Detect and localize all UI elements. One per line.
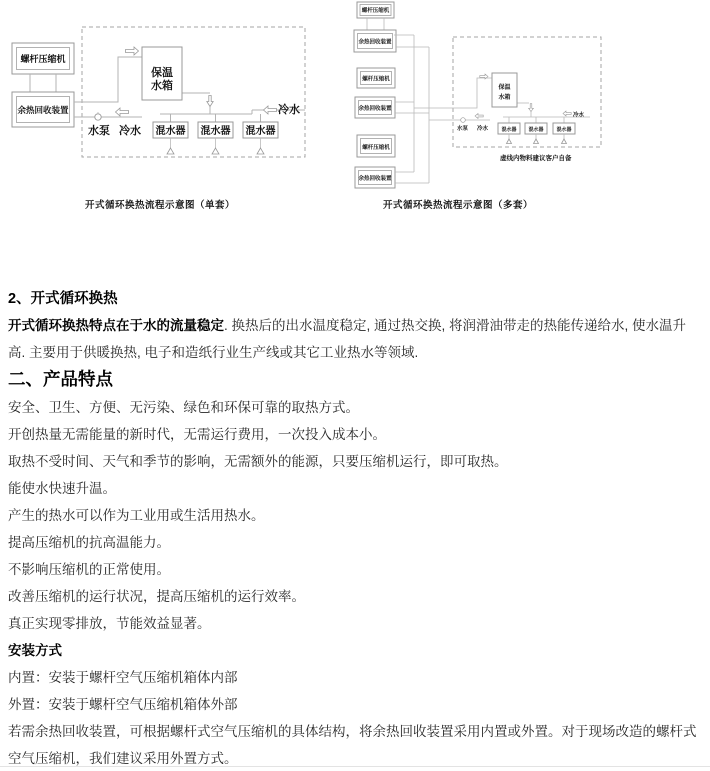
- dashed-box-note: 虚线内物料建议客户自备: [500, 155, 572, 162]
- svg-text:余热回收装置: 余热回收装置: [358, 39, 392, 46]
- cold-inlet-label: 冷水: [573, 112, 585, 119]
- cold-inlet-label: 冷水: [278, 104, 300, 116]
- flow-down-arrow-icon: [529, 104, 534, 112]
- flow-down-arrow-icon: [207, 96, 213, 107]
- heading-product-features: 二、产品特点: [8, 369, 113, 389]
- mixer-box-2: [525, 123, 547, 134]
- install-external-line: 外置：安装于螺杆空气压缩机箱体外部: [8, 697, 238, 712]
- bottom-divider: [0, 766, 710, 767]
- drain-nozzles: [507, 134, 567, 144]
- drain-nozzles: [167, 138, 264, 154]
- cold-inlet-arrow-icon: [563, 111, 571, 116]
- heat-recovery-box-2: [355, 97, 395, 118]
- feature-item: 能使水快速升温。: [8, 481, 116, 496]
- svg-text:混水器: 混水器: [200, 126, 231, 137]
- feature-item: 提高压缩机的抗高温能力。: [8, 535, 170, 550]
- tank-label-line2: 水箱: [151, 80, 173, 92]
- pump-icon: [95, 112, 101, 120]
- flow-right-arrow-icon: [126, 47, 139, 55]
- compressor-box-2: [357, 68, 395, 88]
- pump-icon: [461, 118, 466, 123]
- heading-open-cycle: 2、开式循环换热: [8, 291, 118, 307]
- svg-text:混水器: 混水器: [556, 127, 572, 133]
- single-diagram-caption: 开式循环换热流程示意图（单套）: [85, 200, 236, 211]
- document-body: [0, 220, 710, 771]
- install-internal-line: 内置：安装于螺杆空气压缩机箱体内部: [8, 670, 238, 685]
- single-unit-diagram: [12, 27, 305, 211]
- heat-recovery-box: [12, 92, 74, 127]
- heat-recovery-box-1: [354, 30, 396, 52]
- svg-text:螺杆压缩机: 螺杆压缩机: [362, 145, 390, 151]
- svg-text:螺杆压缩机: 螺杆压缩机: [362, 76, 390, 83]
- install-note-paragraph: 若需余热回收装置，可根据螺杆式空气压缩机的具体结构，将余热回收装置采用内置或外置。对于现场改造的螺杆式空气压缩机，我们建议采用外置方式。: [8, 724, 697, 766]
- svg-text:螺杆压缩机: 螺杆压缩机: [361, 8, 390, 14]
- heat-recovery-label: 余热回收装置: [17, 105, 69, 115]
- cold-inlet-arrow-icon: [264, 106, 277, 114]
- pump-label: 水泵: [457, 126, 469, 132]
- compressor-box: [12, 43, 74, 74]
- mixer-box-3: [553, 123, 575, 134]
- feature-item: 开创热量无需能量的新时代，无需运行费用，一次投入成本小。: [8, 427, 386, 442]
- mixer-box-1: [498, 123, 520, 134]
- flow-left-arrow-icon: [475, 114, 483, 119]
- svg-text:混水器: 混水器: [501, 127, 517, 133]
- flow-left-arrow-icon: [116, 108, 129, 116]
- multi-unit-diagram: [354, 2, 601, 211]
- pipes: [74, 57, 305, 122]
- tank-label-line1: 保温: [151, 67, 173, 79]
- pump-label: 水泵: [88, 125, 110, 137]
- feature-item: 产生的热水可以作为工业用或生活用热水。: [8, 508, 265, 523]
- mixer-box-3: [243, 122, 278, 138]
- svg-text:余热回收装置: 余热回收装置: [358, 106, 392, 112]
- svg-text:混水器: 混水器: [245, 126, 276, 137]
- svg-text:余热回收装置: 余热回收装置: [358, 176, 392, 182]
- open-cycle-lead: 开式循环换热特点在于水的流量稳定: [8, 318, 224, 333]
- svg-text:混水器: 混水器: [155, 126, 186, 137]
- svg-text:混水器: 混水器: [528, 127, 544, 133]
- compressor-label: 螺杆压缩机: [20, 54, 66, 64]
- feature-item: 真正实现零排放，节能效益显著。: [8, 616, 211, 631]
- svg-text:保温: 保温: [498, 85, 511, 91]
- svg-text:水箱: 水箱: [498, 95, 511, 101]
- feature-item: 安全、卫生、方便、无污染、绿色和环保可靠的取热方式。: [8, 400, 359, 415]
- multi-diagram-caption: 开式循环换热流程示意图（多套）: [383, 200, 534, 211]
- compressor-box-3: [357, 135, 395, 157]
- feature-item: 改善压缩机的运行状况，提高压缩机的运行效率。: [8, 589, 305, 604]
- insulated-tank-box: [142, 47, 182, 100]
- open-cycle-paragraph: [8, 312, 702, 366]
- mixer-box-1: [153, 122, 188, 138]
- cold-water-label: 冷水: [119, 125, 141, 137]
- feature-item: 取热不受时间、天气和季节的影响，无需额外的能源，只要压缩机运行，即可取热。: [8, 454, 508, 469]
- feature-item: 不影响压缩机的正常使用。: [8, 562, 170, 577]
- heading-install-method: 安装方式: [8, 643, 62, 658]
- compressor-box-1: [357, 2, 394, 18]
- cold-water-label: 冷水: [477, 126, 489, 132]
- open-cycle-rest: . 换热后的出水温度稳定, 通过热交换, 将润滑油带走的热能传递给水, 使水温升高. 主要用于供暖换热, 电子和造纸行业生产线或其它工业热水等领域.: [8, 318, 687, 360]
- mixer-box-2: [198, 122, 233, 138]
- heat-recovery-box-3: [355, 167, 395, 188]
- flow-diagrams: [0, 0, 710, 220]
- insulated-tank-box: [492, 73, 517, 107]
